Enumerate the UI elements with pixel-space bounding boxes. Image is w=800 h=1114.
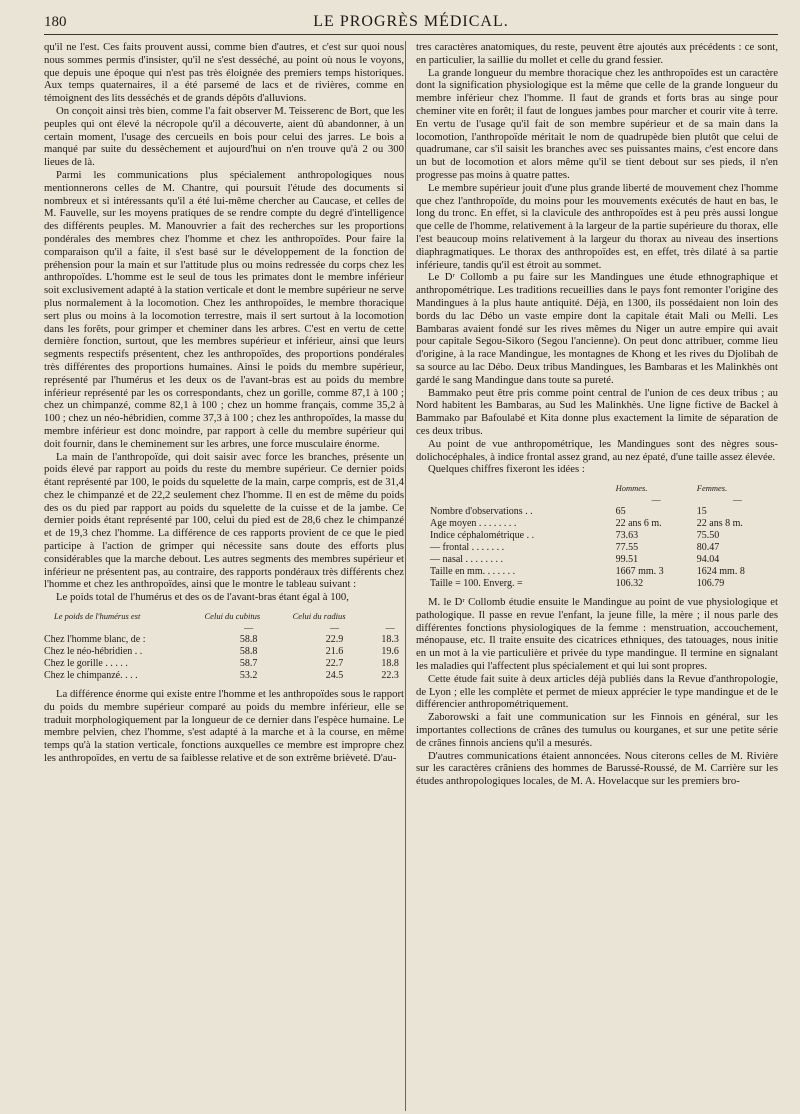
table-header-row [416, 480, 778, 494]
table-cell: 73.63 [615, 530, 639, 542]
table-cell: Taille en mm. . . . . . . [430, 566, 516, 578]
table-cell: 80.47 [696, 542, 720, 554]
paragraph: Parmi les communications plus spécialement anthropologiques nous mentionnerons celles de M. Chantre, qui poursuit l'étude des documents si nombreux et si intéressants qu'il a été lui-même chercher au Caucase, et celles de M. Fauvelle, sur les moyens pratiques de se rendre compte du degré d'intelligence des différents peuples. M. Manouvrier a fait des recherches sur les proportions pondérales des membres chez l'homme et chez les anthropoïdes. Pour faire la comparaison qu'il a faite, il s'est basé sur le développement de la fonction de préhension pour la main et sur l'attitude plus ou moins redressée du corps chez les anthropoïdes. L'homme est le seul de tous les primates dont le membre inférieur soit exclusivement adapté à la station verticale et dont le membre supérieur ne serve plus normalement à la locomotion. Chez les anthropoïdes, le membre thoracique sert plus ou moins à la locomotion terrestre, mais il sert surtout à la locomotion dans les forêts, pour grimper et cheminer dans les arbres. C'est en vertu de cette dernière fonction, surtout, que les membres supérieur et inférieur, ainsi que leurs segments respectifs présentent, chez les anthropoïdes, des proportions pondérales très différentes des proportions humaines. Ainsi le poids du membre supérieur, représenté par l'humérus et les deux os de l'avant-bras est au poids du membre inférieur représenté par les os correspondants, chez un gorille, comme 87,1 à 100 ; chez un chimpanzé, comme 82,1 à 100 ; chez un homme français, comme 35,2 à 100 ; chez un néo-hébridien, comme 37,3 à 100 ; chez les anthropoïdes, la masse du membre inférieur est donc moindre, par rapport à celle du membre supérieur qui doit fournir, dans le cheminement sur les arbres, une force musculaire énorme. [44, 168, 404, 450]
paragraph: Zaborowski a fait une communication sur les Finnois en général, sur les importantes collections de crânes des tumulus ou kourganes, et sur une petite série de crânes finnois anciens qu'il a mesurés. [416, 711, 778, 749]
paragraph: tres caractères anatomiques, du reste, peuvent être ajoutés aux précédents : ce sont, en particulier, la saillie du mollet et celle du grand fessier. [416, 41, 778, 66]
table-dash-row: — — [651, 495, 742, 506]
paragraph: Le poids total de l'humérus et des os de l'avant-bras étant égal à 100, [56, 591, 349, 604]
table-header [416, 480, 616, 494]
table-cell: Chez le gorille . . . . . [44, 658, 128, 670]
table-row [416, 566, 778, 578]
table-row [44, 670, 404, 682]
table-row [416, 542, 778, 554]
article-columns [44, 41, 778, 1111]
table-cell: 24.5 [325, 670, 344, 682]
left-column [44, 41, 404, 1111]
table-cell: 58.8 [239, 646, 258, 658]
paragraph: Bammako peut être pris comme point central de l'union de ces deux tribus ; au Nord habitent les Bambaras, au Sud les Malinkhès. Une ligne fictive de Backel à Bammako par Bafoulabé et Kita donne plus exactement la limite de séparation de ces deux tribus. [416, 386, 778, 437]
paragraph: D'autres communications étaient annoncées. Nous citerons celles de M. Rivière sur les caractères crâniens des hommes de Barussé-Roussé, de M. Carrière sur les études anthropologiques locales, de M. A. Hovelacque sur les premiers bro- [416, 749, 778, 788]
paragraph: Le membre supérieur jouit d'une plus grande liberté de mouvement chez l'homme que chez l'anthropoïde, du moins pour les mouvements exécutés de haut en bas, le long du tronc. En effet, si la clavicule des anthropoïdes est à peu près aussi longue que celle de l'homme, relativement à la largeur de la partie supérieure du thorax, elle l'est beaucoup moins relativement à la largeur du thorax au niveau des insertions diaphragmatiques. Le thorax des anthropoïdes est, en effet, très dilaté à sa partie inférieure, tandis qu'il est étroit au sommet. [416, 181, 778, 271]
paragraph: Cette étude fait suite à deux articles déjà publiés dans la Revue d'anthropologie, de Lyon ; elle les complète et permet de mieux apprécier le type mandingue et de le différencier anthropométriquement. [416, 672, 778, 711]
table-cell: Nombre d'observations . . [430, 506, 533, 518]
table-row [416, 554, 778, 566]
mandingue-measurements-table [416, 480, 778, 590]
table-cell: 106.32 [615, 578, 644, 590]
table-row [44, 658, 404, 670]
paragraph: La différence énorme qui existe entre l'homme et les anthropoïdes sous le rapport du poids du membre supérieur comparé au poids du membre inférieur, elle se traduit morphologiquement par la longueur de ce dernier dans l'espèce humaine. Le membre pelvien, chez l'homme, s'est adapté à la marche et à la course, en même temps qu'à la station verticale, fonctions auxquelles ce membre est impropre chez les anthropoïdes, en vertu de sa faiblesse relative et de son extrême brièveté. D'au- [44, 688, 404, 765]
table-row [416, 530, 778, 542]
paragraph: qu'il ne l'est. Ces faits prouvent aussi, comme bien d'autres, et c'est sur quoi nous nous sommes permis d'insister, qu'il ne s'est desséché, au point où nous le voyons, que depuis une époque qui n'est pas très éloignée des premiers temps historiques. Aux temps quaternaires, il a été parsemé de lacs et de rivières, comme en témoignent des lits desséchés et de grands dépôts d'alluvions. [44, 41, 404, 105]
table-cell: Age moyen . . . . . . . . [430, 518, 517, 530]
paragraph: La grande longueur du membre thoracique chez les anthropoïdes est un caractère dont la signification physiologique est la même que celle de la grande longueur du membre inférieur chez l'homme. Il faut de grands et forts bras au singe pour cheminer vite en forêt; il faut de longues jambes pour marcher et courir vite à terre. En vertu de l'usage qu'il fait de son membre supérieur et de sa main dans la locomotion, l'anthropoïde méritait le nom de quadrupède bien plutôt que celui de quadrumane, car s'il saisit les branches avec ses puissantes mains, c'est encore dans un but de locomotion et alors même qu'il se tient debout sur ses pieds, il n'en progresse pas moins à quatre pattes. [416, 66, 778, 181]
table-cell: Taille = 100. Enverg. = [430, 578, 523, 590]
table-header: Hommes. [615, 483, 648, 494]
table-cell: 94.04 [696, 554, 720, 566]
table-row [416, 518, 778, 530]
table-cell: 22.9 [325, 634, 344, 646]
paragraph: Au point de vue anthropométrique, les Mandingues sont des nègres sous-dolichocéphales, à indice frontal assez grand, au nez épaté, d'une taille assez élevée. [416, 437, 778, 463]
bone-weight-table [44, 608, 404, 682]
table-row [44, 646, 404, 658]
paragraph: La main de l'anthropoïde, qui doit saisir avec force les branches, présente un poids élevé par rapport au poids du reste du membre supérieur. Ce dernier poids étant représenté par 100, le poids du squelette de la main, carpe compris, est de 31,4 chez le chimpanzé et de 22,2 seulement chez l'homme. Il en est de même du poids des os du pied par rapport au poids du squelette de la cuisse et de la jambe. Ce dernier poids étant représenté par 100, celui du pied est de 28,6 chez le chimpanzé et de 19,3 chez l'homme. La différence de ces rapports provient de ce que le pied participe à l'action de grimper qui nécessite sans doute des efforts plus considérables que la marche debout. Les autres segments des membres supérieur et inférieur ne présentent pas, au contraire, des rapports pondéraux très différents chez l'homme et chez les anthropoïdes, ainsi que le montre le tableau suivant : [44, 450, 404, 591]
table-cell: 58.7 [239, 658, 258, 670]
table-cell: 18.3 [381, 634, 399, 646]
paragraph: On conçoit ainsi très bien, comme l'a fait observer M. Teisserenc de Bort, que les peuples qui ont élevé la nécropole qu'il a découverte, aient dû abandonner, à un certain moment, l'usage des cercueils en bois pour celui des jarres. Le bois a manqué par suite du dessèchement et aujourd'hui on n'en trouve qu'à 2 ou 300 lieues de là. [44, 104, 404, 169]
table-cell: 21.6 [325, 646, 344, 658]
table-cell: 99.51 [615, 554, 639, 566]
table-header: Le poids de l'humérus est [54, 611, 141, 622]
table-cell: 22 ans 8 m. [696, 518, 743, 530]
table-cell: — nasal . . . . . . . . [430, 554, 504, 566]
table-cell: — frontal . . . . . . . [430, 542, 505, 554]
table-header: Femmes. [696, 483, 728, 494]
table-cell: 53.2 [239, 670, 258, 682]
table-cell: 65 [615, 506, 626, 518]
table-header: Celui du cubitus [204, 611, 261, 622]
table-cell: 77.55 [615, 542, 639, 554]
table-row [416, 578, 778, 590]
table-cell: 15 [696, 506, 707, 518]
table-cell: 1624 mm. 8 [696, 566, 745, 578]
table-cell: 22.3 [381, 670, 399, 682]
table-cell: 58.8 [239, 634, 258, 646]
paragraph: M. le Dʳ Collomb étudie ensuite le Mandingue au point de vue physiologique et pathologique. Il passe en revue l'enfant, la jeune fille, la mère ; il nous parle des différentes fonctions physiologiques de la femme : menstruation, accouchement, ménopause, etc. Il traite ensuite des cicatrices ethniques, des tatouages, nous initie en un mot à la vie particulière et privée du type mandingue. Il termine en signalant les maladies qui l'affectent plus spécialement et qui lui sont propres. [416, 596, 778, 673]
table-row [44, 634, 404, 646]
table-cell: 106.79 [696, 578, 725, 590]
table-header-row [44, 608, 404, 622]
paragraph: Le Dʳ Collomb a pu faire sur les Mandingues une étude ethnographique et anthropométrique. Les traditions recueillies dans le pays font remonter l'origine des Mandingues à la plus haute antiquité. Déjà, en 1300, ils possédaient non loin des bords du lac Débo un vaste empire dont la capitale était Mali ou Melli. Les Bambaras avaient fondé sur les rives mêmes du Niger un autre empire qui avait pour capitale Segou-Sikoro (Segou l'ancienne). On peut donc attribuer, comme lieu d'origine, à la race Mandingue, les montagnes de Khong et les rives du Djolibah de sa source au lac Débo. Deux tribus Mandingues, les Bambaras et les Malinkhès ont gardé le sang Mandingue dans toute sa pureté. [416, 271, 778, 386]
table-cell: Indice céphalométrique . . [430, 530, 535, 542]
table-cell: 19.6 [381, 646, 399, 658]
table-dash-row: — — — [244, 623, 395, 634]
table-cell: 75.50 [696, 530, 720, 542]
paragraph: Quelques chiffres fixeront les idées : [428, 463, 585, 476]
page-header [44, 10, 778, 35]
table-cell: 1667 mm. 3 [615, 566, 664, 578]
table-cell: 22.7 [325, 658, 344, 670]
journal-title: LE PROGRÈS MÉDICAL. [313, 13, 509, 30]
table-cell: 18.8 [381, 658, 399, 670]
table-cell: Chez le chimpanzé. . . . [44, 670, 138, 682]
page-number: 180 [44, 14, 67, 30]
table-cell: Chez l'homme blanc, de : [44, 634, 146, 646]
right-column [405, 41, 778, 1111]
table-cell: 22 ans 6 m. [615, 518, 662, 530]
table-cell: Chez le néo-hébridien . . [44, 646, 143, 658]
table-header: Celui du radius [292, 611, 346, 622]
table-row [416, 506, 778, 518]
